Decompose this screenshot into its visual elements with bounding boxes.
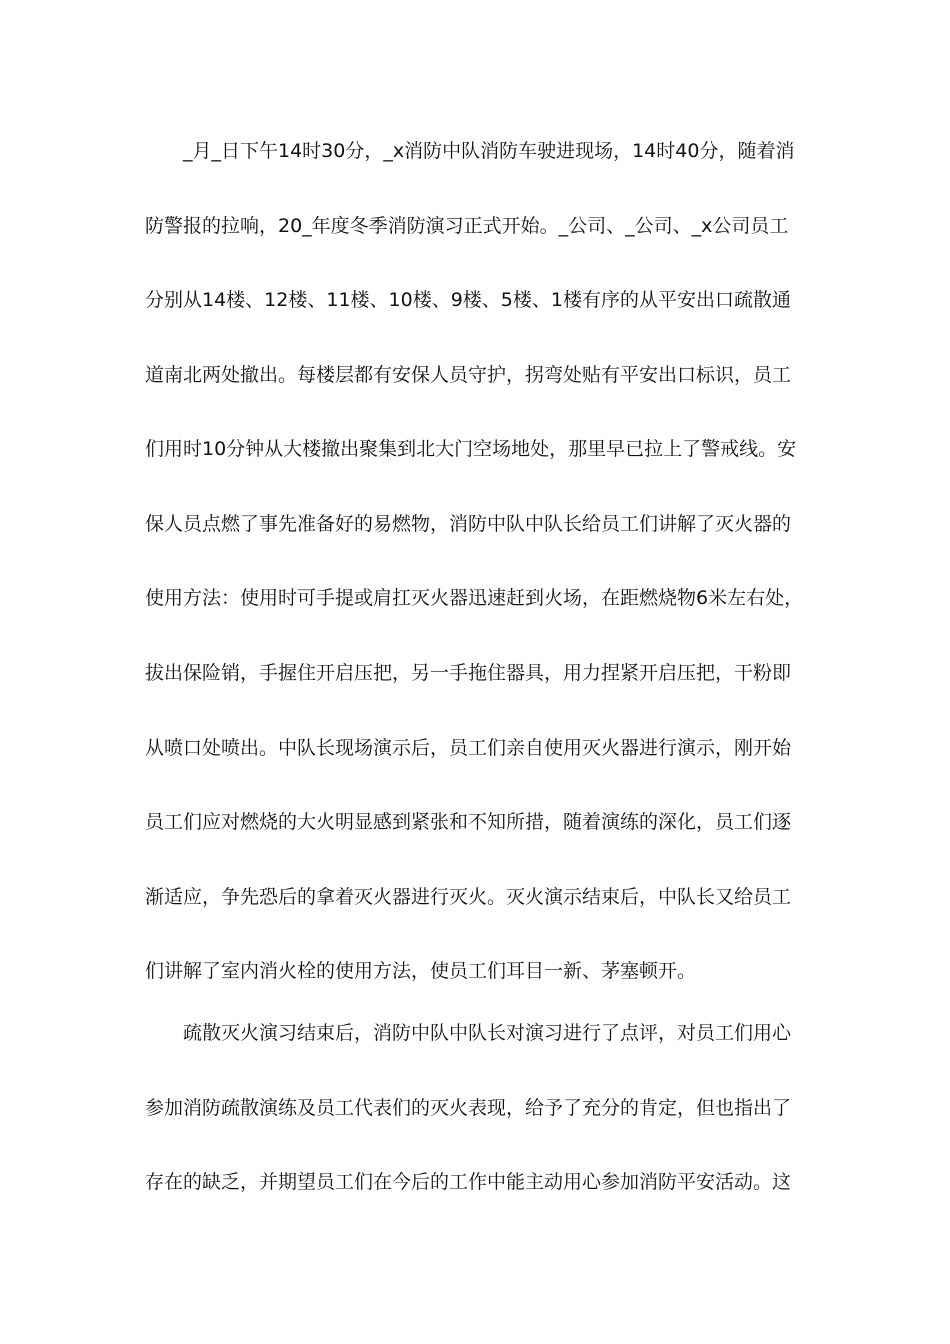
paragraph-1-line-8: 拔出保险销，手握住开启压把，另一手拖住器具，用力捏紧开启压把，干粉即 (145, 662, 792, 684)
paragraph-1-line-9: 从喷口处喷出。中队长现场演示后，员工们亲自使用灭火器进行演示，刚开始 (145, 737, 792, 759)
paragraph-1-line-4: 道南北两处撤出。每楼层都有安保人员守护，拐弯处贴有平安出口标识，员工 (145, 364, 792, 386)
paragraph-1-line-10: 员工们应对燃烧的大火明显感到紧张和不知所措，随着演练的深化，员工们逐 (145, 811, 792, 833)
paragraph-1-line-11: 渐适应，争先恐后的拿着灭火器进行灭火。灭火演示结束后，中队长又给员工 (145, 886, 792, 908)
paragraph-1-line-7: 使用方法：使用时可手提或肩扛灭火器迅速赶到火场，在距燃烧物6米左右处， (145, 587, 804, 609)
paragraph-2-line-2: 参加消防疏散演练及员工代表们的灭火表现，给予了充分的肯定，但也指出了 (145, 1097, 792, 1119)
paragraph-2-line-1: 疏散灭火演习结束后，消防中队中队长对演习进行了点评，对员工们用心 (183, 1022, 792, 1044)
paragraph-1-line-5: 们用时10分钟从大楼撤出聚集到北大门空场地处，那里早已拉上了警戒线。安 (145, 438, 797, 460)
paragraph-1-line-3: 分别从14楼、12楼、11楼、10楼、9楼、5楼、1楼有序的从平安出口疏散通 (145, 289, 791, 311)
paragraph-1-line-1: _月_日下午14时30分，_x消防中队消防车驶进现场，14时40分，随着消 (183, 140, 795, 162)
paragraph-1-line-6: 保人员点燃了事先准备好的易燃物，消防中队中队长给员工们讲解了灭火器的 (145, 513, 792, 535)
paragraph-1-line-12: 们讲解了室内消火栓的使用方法，使员工们耳目一新、茅塞顿开。 (145, 960, 697, 982)
paragraph-1-line-2: 防警报的拉响，20_年度冬季消防演习正式开始。_公司、_公司、_x公司员工 (145, 215, 789, 237)
paragraph-2-line-3: 存在的缺乏，并期望员工们在今后的工作中能主动用心参加消防平安活动。这 (145, 1171, 792, 1193)
